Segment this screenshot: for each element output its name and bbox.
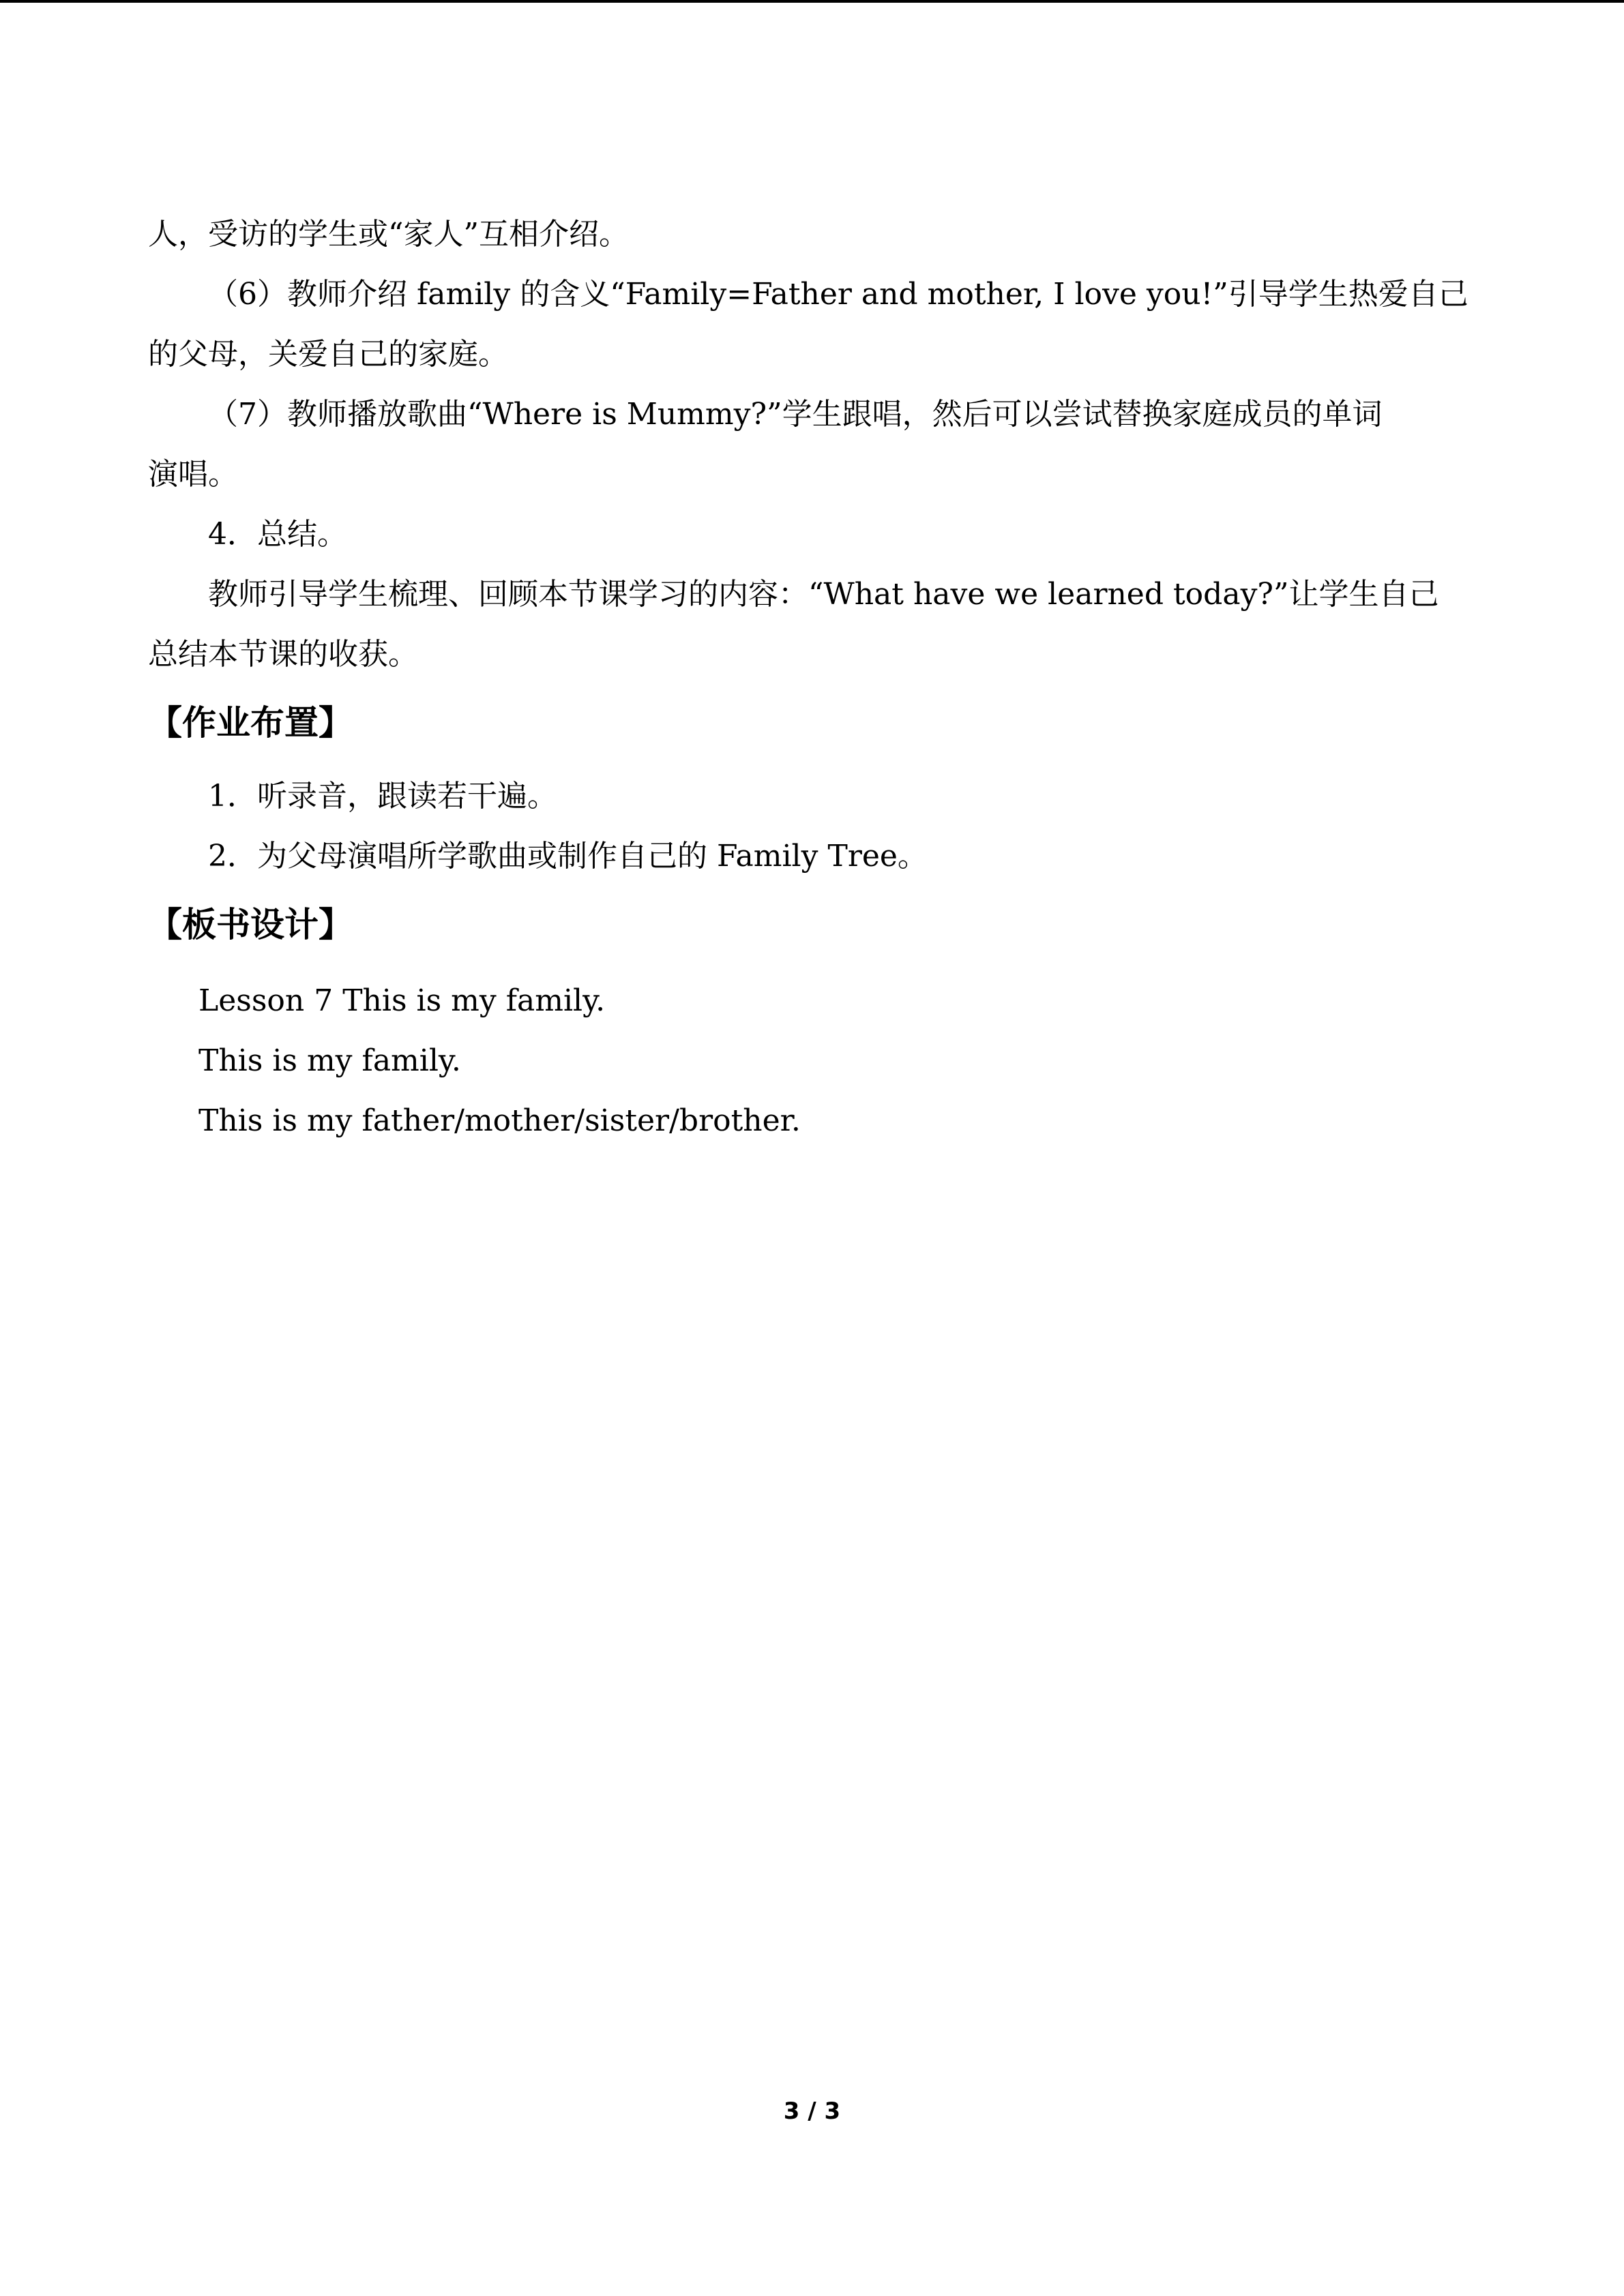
board-line-1: Lesson 7 This is my family. <box>198 983 606 1018</box>
board-line-3: This is my father/mother/sister/brother. <box>198 1103 801 1138</box>
board-line-2: This is my family. <box>198 1043 461 1078</box>
paragraph-6-line-1: （6）教师介绍 family 的含义“Family=Father and mother, I love you!”引导学生热爱自己 <box>208 277 1468 312</box>
homework-item-2: 2．为父母演唱所学歌曲或制作自己的 Family Tree。 <box>208 839 928 874</box>
paragraph-7-line-2: 演唱。 <box>148 457 238 492</box>
summary-paragraph-line-2: 总结本节课的收获。 <box>148 637 418 672</box>
paragraph-6-line-2: 的父母，关爱自己的家庭。 <box>148 337 508 372</box>
board-design-heading: 【板书设计】 <box>148 905 353 944</box>
homework-item-1: 1．听录音，跟读若干遍。 <box>208 779 557 814</box>
homework-heading: 【作业布置】 <box>148 703 353 743</box>
summary-step: 4．总结。 <box>208 517 347 552</box>
summary-paragraph-line-1: 教师引导学生梳理、回顾本节课学习的内容：“What have we learned today?”让学生自己 <box>208 577 1439 612</box>
page-number: 3 / 3 <box>783 2098 841 2125</box>
top-border-line <box>0 0 1624 3</box>
paragraph-continuation: 人，受访的学生或“家人”互相介绍。 <box>148 217 629 252</box>
document-body <box>148 205 1478 1151</box>
paragraph-7-line-1: （7）教师播放歌曲“Where is Mummy?”学生跟唱，然后可以尝试替换家庭成员的单词 <box>208 397 1383 432</box>
